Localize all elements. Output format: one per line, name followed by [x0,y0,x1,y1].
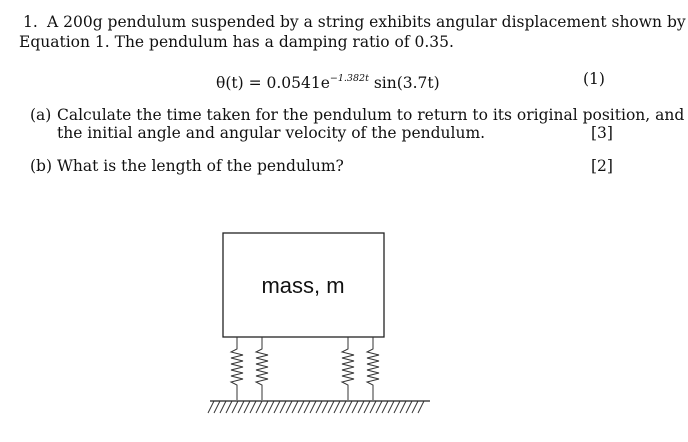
mass-label: mass, m [261,273,345,298]
question-intro-line1: A 200g pendulum suspended by a string exhibits angular displacement shown by [47,13,686,31]
part-a-label: (a) [30,106,52,124]
part-a-marks: [3] [591,124,613,142]
equation-number: (1) [583,70,605,88]
spring-3 [342,337,354,400]
part-b-label: (b) [30,157,53,175]
part-b-marks: [2] [591,157,613,175]
equation-exponent: −1.382t [329,73,369,84]
part-a-line2: the initial angle and angular velocity of the pendulum. [57,124,486,142]
part-a-line1: Calculate the time taken for the pendulum to return to its original position, and [57,106,685,124]
spring-4 [367,337,379,400]
equation-rhs: sin(3.7t) [368,74,440,92]
mass-spring-figure [190,225,440,425]
part-b-line1: What is the length of the pendulum? [57,157,344,175]
spring-2 [256,337,268,400]
equation-1 [216,70,440,92]
equation-lhs: θ(t) = 0.0541e [216,74,330,92]
question-number: 1. [23,13,38,31]
spring-1 [231,337,243,400]
ground-hatching [208,401,424,413]
question-intro-line2: Equation 1. The pendulum has a damping ratio of 0.35. [19,33,454,51]
